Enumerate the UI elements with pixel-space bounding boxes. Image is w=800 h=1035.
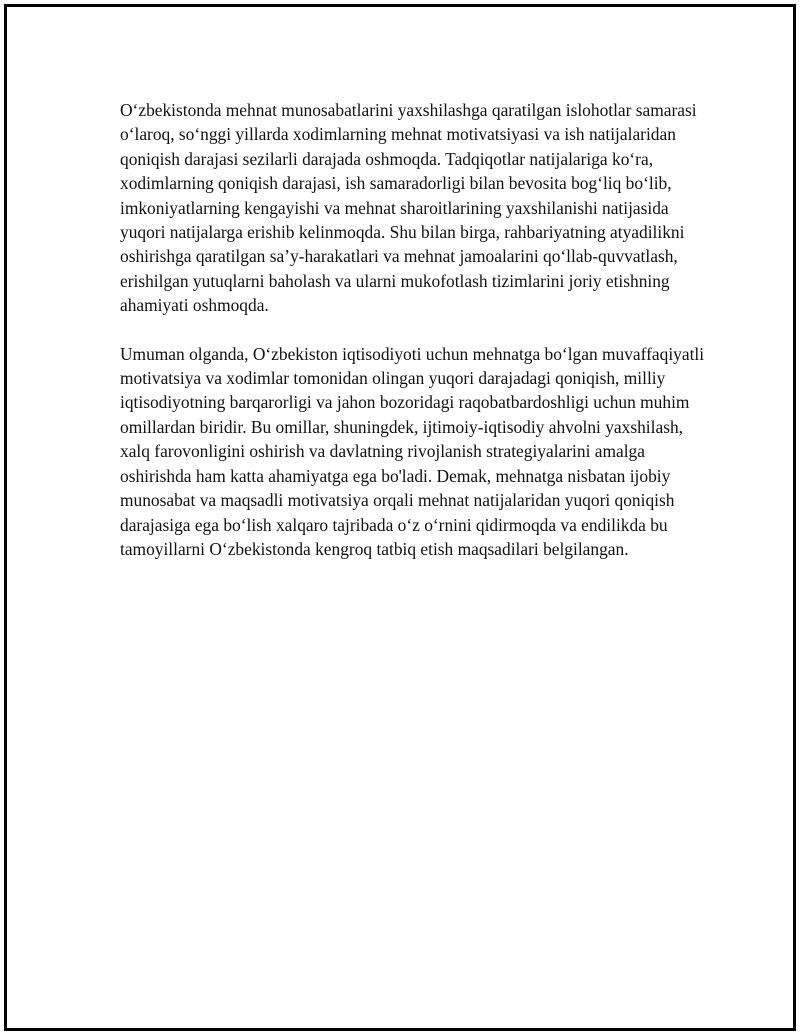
document-page (4, 4, 796, 1031)
paragraph-2: Umuman olganda, O‘zbekiston iqtisodiyoti uchun mehnatga bo‘lgan muvaffaqiyatli motivatsiya va xodimlar tomonidan olingan yuqori darajadagi qoniqish, milliy iqtisodiyotning barqarorligi va jahon bozoridagi raqobatbardoshligi uchun muhim omillardan biridir. Bu omillar, shuningdek, ijtimoiy-iqtisodiy ahvolni yaxshilash, xalq farovonligini oshirish va davlatning rivojlanish strategiyalarini amalga oshirishda ham katta ahamiyatga ega bo'ladi. Demak, mehnatga nisbatan ijobiy munosabat va maqsadli motivatsiya orqali mehnat natijalaridan yuqori qoniqish darajasiga ega bo‘lish xalqaro tajribada o‘z o‘rnini qidirmoqda va endilikda bu tamoyillarni O‘zbekistonda kengroq tatbiq etish maqsadilari belgilangan. (120, 343, 705, 559)
document-body (120, 98, 705, 561)
paragraph-1: O‘zbekistonda mehnat munosabatlarini yaxshilashga qaratilgan islohotlar samarasi o‘laroq, so‘nggi yillarda xodimlarning mehnat motivatsiyasi va ish natijalaridan qoniqish darajasi sezilarli darajada oshmoqda. Tadqiqotlar natijalariga ko‘ra, xodimlarning qoniqish darajasi, ish samaradorligi bilan bevosita bog‘liq bo‘lib, imkoniyatlarning kengayishi va mehnat sharoitlarining yaxshilanishi natijasida yuqori natijalarga erishib kelinmoqda. Shu bilan birga, rahbariyatning atyadilikni oshirishga qaratilgan sa’y-harakatlari va mehnat jamoalarini qo‘llab-quvvatlash, erishilgan yutuqlarni baholash va ularni mukofotlash tizimlarini joriy etishning ahamiyati oshmoqda. (120, 100, 697, 316)
